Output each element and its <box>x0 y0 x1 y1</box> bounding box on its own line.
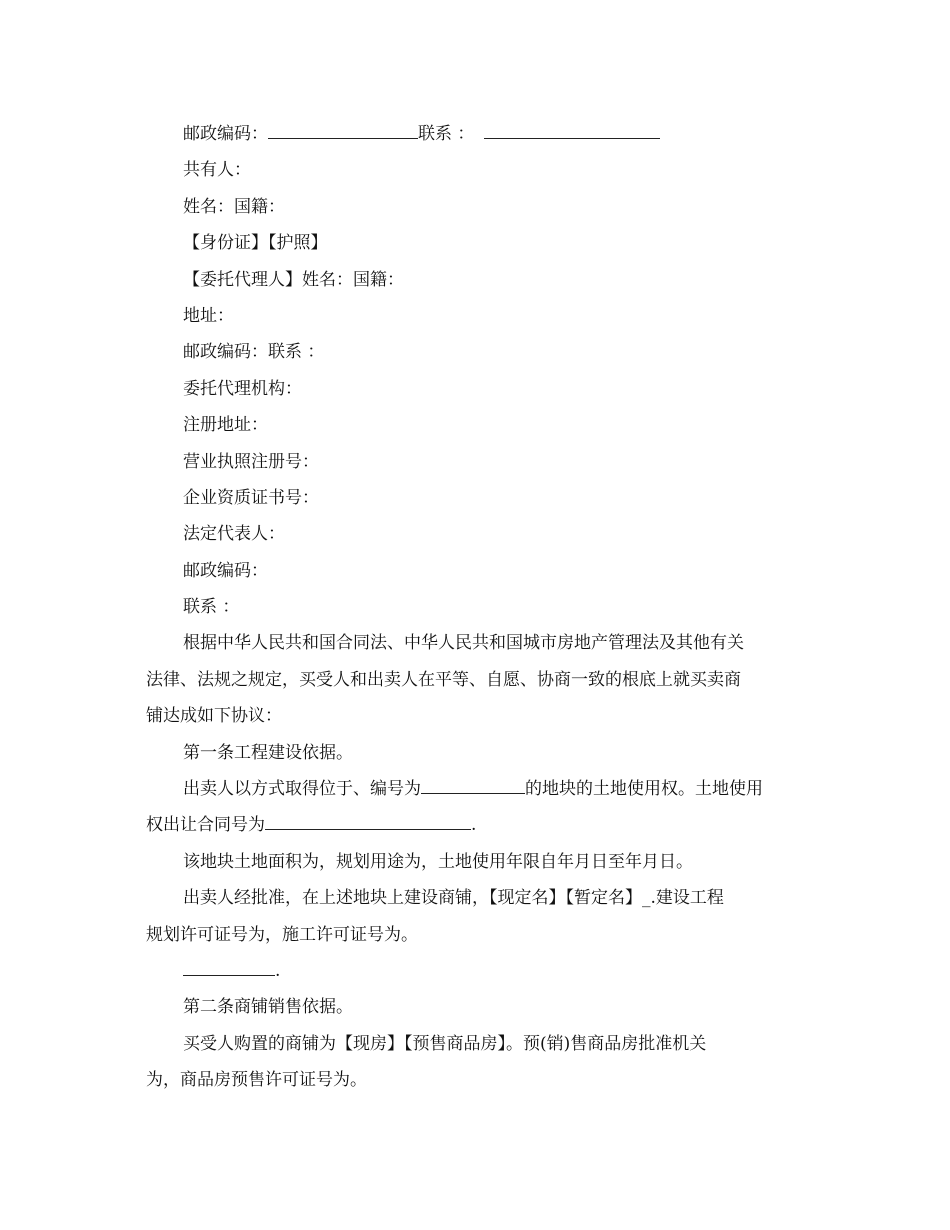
address-line: 地址： <box>183 305 234 326</box>
construction-line-2: 规划许可证号为，施工许可证号为。 <box>146 924 418 945</box>
co-owner-line: 共有人： <box>183 160 251 181</box>
plot-number-blank <box>421 775 525 794</box>
land-use-line-1 <box>146 771 806 807</box>
contact-label: 联系 ： <box>418 124 475 144</box>
sale-basis-line-2: 为，商品房预售许可证号为。 <box>146 1070 367 1091</box>
postcode-label: 邮政编码： <box>183 124 268 144</box>
land-use-line-2 <box>146 807 806 843</box>
contract-number-end: . <box>471 815 477 836</box>
agent-name-line: 【委托代理人】姓名：国籍： <box>183 269 404 290</box>
permit-blank-end: . <box>275 960 281 981</box>
article-1-heading: 第一条工程建设依据。 <box>183 742 353 763</box>
preamble-line-2: 法律、法规之规定，买受人和出卖人在平等、自愿、协商一致的根底上就买卖商 <box>146 669 741 690</box>
postcode-blank <box>268 120 418 139</box>
preamble-line-1: 根据中华人民共和国合同法、中华人民共和国城市房地产管理法及其他有关 <box>183 633 744 654</box>
registered-address-line: 注册地址： <box>183 415 268 436</box>
preamble-line-3: 铺达成如下协议： <box>146 706 282 727</box>
contract-number-label: 权出让合同号为 <box>146 815 265 836</box>
name-nationality-line: 姓名：国籍： <box>183 196 285 217</box>
article-2-heading: 第二条商铺销售依据。 <box>183 997 353 1018</box>
qualification-cert-line: 企业资质证书号： <box>183 487 319 508</box>
postcode-contact-line-2: 邮政编码：联系 ： <box>183 342 325 363</box>
permit-blank-line <box>146 953 806 989</box>
sale-basis-line-1: 买受人购置的商铺为【现房】【预售商品房】。预(销)售商品房批准机关 <box>183 1033 707 1054</box>
legal-representative-line: 法定代表人： <box>183 524 285 545</box>
land-use-text-a: 出卖人以方式取得位于、编号为 <box>183 779 421 800</box>
land-use-text-b: 的地块的土地使用权。土地使用 <box>525 779 763 800</box>
permit-blank <box>183 957 275 976</box>
contract-number-blank <box>265 811 471 830</box>
id-passport-line: 【身份证】【护照】 <box>183 233 328 254</box>
postcode-line-3: 邮政编码： <box>183 560 268 581</box>
contact-blank <box>484 120 660 139</box>
business-license-line: 营业执照注册号： <box>183 451 319 472</box>
agency-line: 委托代理机构： <box>183 378 302 399</box>
land-area-line: 该地块土地面积为，规划用途为，土地使用年限自年月日至年月日。 <box>183 851 693 872</box>
contact-line-3: 联系 ： <box>183 597 240 618</box>
document-body <box>146 116 806 1099</box>
construction-line-1: 出卖人经批准，在上述地块上建设商铺，【现定名】【暂定名】_.建设工程 <box>183 888 724 909</box>
postcode-contact-line <box>146 116 806 152</box>
